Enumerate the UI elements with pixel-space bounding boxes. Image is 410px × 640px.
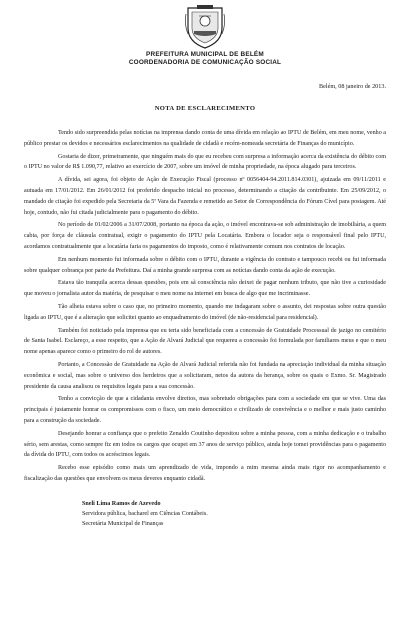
signer-position: Secretária Municipal de Finanças xyxy=(82,521,164,528)
org-department: COORDENADORIA DE COMUNICAÇÃO SOCIAL xyxy=(128,59,282,66)
paragraph: Portanto, a Concessão de Gratuidade na Ação de Alvará Judicial referida não foi fundada na apreciação individual da minha situação econômica e social, mas sobre o universo dos herdeiros que a solicitaram, netos da autora da herança, sobre os quais o Exmo. Sr. Magistrado presidente da causa analisou os requisitos legais para a sua concessão. xyxy=(24,361,386,390)
paragraph: Tendo sido surpreendida pelas notícias na imprensa dando conta de uma dívida em relação ao IPTU de Belém, em meu nome, venho a público prestar os devidos e necessários esclarecimentos na qualidade de cidadã e recém-nomeada secretária de Finanças do município. xyxy=(24,130,386,147)
signature-block xyxy=(82,499,386,530)
paragraph: Gostaria de dizer, primeiramente, que ninguém mais do que eu recebeu com surpresa a informação acerca da existência do débito com o IPTU no valor de R$ 1.090,77, relativo ao exercício de 2007, sobre um imóvel de minha propriedade, na época alugado para terceiros. xyxy=(24,153,386,171)
paragraph: Tão alheia estava sobre o caso que, no primeiro momento, quando me indagaram sobre o assunto, dei respostas sobre outra questão ligada ao IPTU, que é a alteração que solicitei quanto ao enquadramento do imóvel (de não-residencial para residencial). xyxy=(24,303,386,321)
paragraph: A dívida, sei agora, foi objeto de Ação de Execução Fiscal (processo nº 0056404-94.2011.814.0301), ajuizada em 09/11/2011 e autuada em 17/01/2012. Em 26/01/2012 foi proferido despacho inicial no processo, determinando a citação da contribuinte. Em 25/09/2012, o mandado de citação foi expedido pela Secretaria da 5ª Vara da Fazenda e remetido ao Setor de Correspondência do Fórum Cível para postagem. Até hoje, contudo, não fui citada judicialmente para o pagamento do débito. xyxy=(24,177,386,216)
paragraph: Recebo esse episódio como mais um aprendizado de vida, impondo a mim mesma ainda mais rigor no acompanhamento e fiscalização das questões que envolvem os meus deveres enquanto cidadã. xyxy=(24,465,386,482)
paragraph: Também foi noticiado pela imprensa que eu teria sido beneficiada com a concessão de Gratuidade Processual de jazigo no cemitério de Santa Isabel. Esclareço, a esse respeito, que a Ação de Alvará Judicial que requereu a concessão foi formulada por familiares meus e que o meu nome apenas aparece como o primeiro do rol de autores. xyxy=(24,327,386,356)
paragraph: Tenho a convicção de que a cidadania envolve direitos, mas sobretudo obrigações para com a sociedade em que se vive. Uma das principais é justamente honrar os compromissos com o fisco, um meio democrático e civilizado de convivência e o melhor e mais justo caminho para a construção da sociedade. xyxy=(24,396,386,424)
signer-name: Sneli Lima Ramos de Azevedo xyxy=(82,500,161,507)
date-line: Belém, 08 janeiro de 2013. xyxy=(318,83,386,90)
org-name: PREFEITURA MUNICIPAL DE BELÉM xyxy=(146,51,264,58)
paragraph: Desejando honrar a confiança que o prefeito Zenaldo Coutinho depositou sobre a minha pessoa, com a minha dedicação e o trabalho sério, sem arestas, como sempre fiz em todos os cargos que ocupei em 37 anos de serviço público, ainda hoje tomei providências para o pagamento da dívida do IPTU, com todos os acréscimos legais. xyxy=(24,430,386,459)
signer-role: Servidora pública, bacharel em Ciências Contábeis. xyxy=(82,510,208,517)
paragraph: Estava tão tranquila acerca dessas questões, pois em sã consciência não deixei de pagar nenhum tributo, que não tive a curiosidade que moveu o jornalista autor da matéria, de pesquisar o meu nome na internet em busca de algo que me incriminasse. xyxy=(24,280,386,298)
paragraph: Em nenhum momento fui informada sobre o débito com o IPTU, durante a vigência do contrato e tampouco recebi ou fui informada sobre qualquer cobrança por parte da Prefeitura. Daí a minha grande surpresa com as notícias dando conta da ação de execução. xyxy=(24,256,386,274)
document-title: NOTA DE ESCLARECIMENTO xyxy=(154,105,256,112)
paragraph: No período de 01/02/2006 a 31/07/2008, portanto na época da ação, o imóvel encontrava-se sob administração de imobiliária, a quem cabia, por força de cláusula contratual, exigir o pagamento do IPTU pela Locatária. Embora o locador seja o responsável final pelo IPTU, acordamos contratualmente que a locatária faria os pagamentos do imposto, como é relativamente comum nos contratos de locação. xyxy=(24,222,386,250)
coat-of-arms-icon xyxy=(184,4,226,50)
document-body xyxy=(24,128,386,485)
